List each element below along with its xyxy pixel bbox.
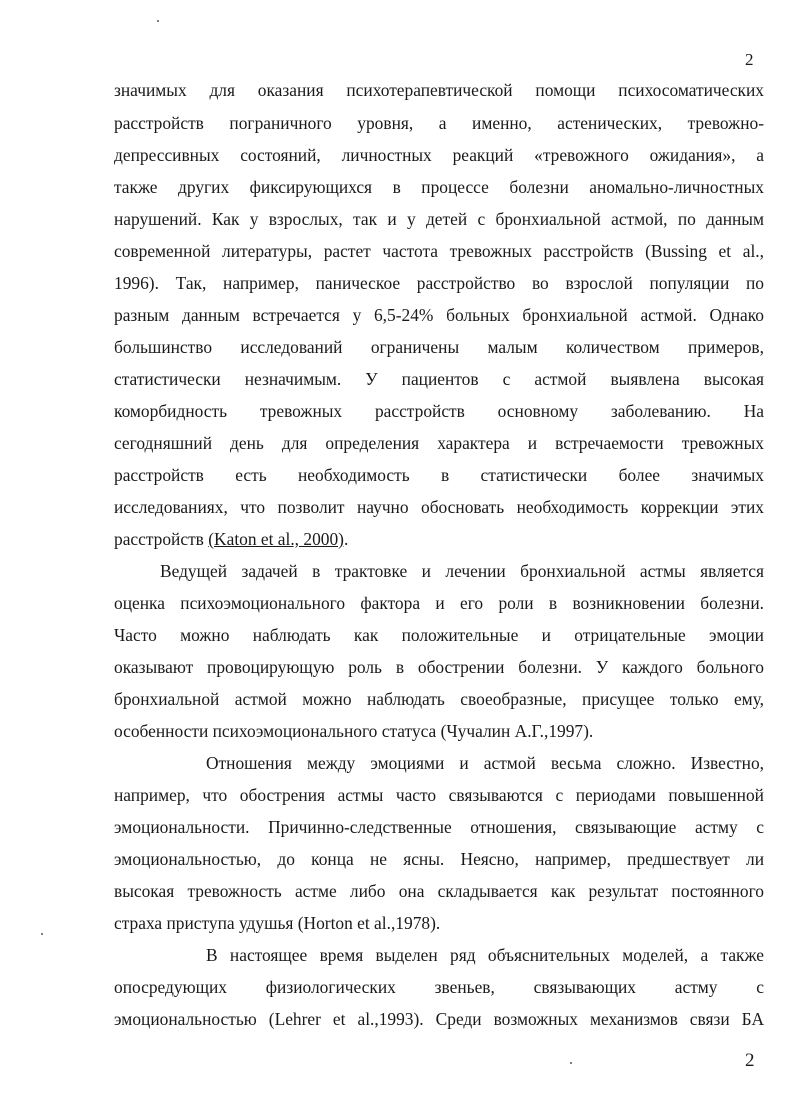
- scan-speck: [157, 20, 159, 22]
- text-line: Отношения между эмоциями и астмой весьма сложно. Известно,: [206, 753, 764, 773]
- text-line: эмоциональности. Причинно-следственные отношения, связывающие астму с: [114, 817, 764, 837]
- scan-speck: [570, 1062, 572, 1064]
- text-line: большинство исследований ограничены малым количеством примеров,: [114, 337, 764, 357]
- text-fragment: .: [343, 529, 349, 549]
- scan-speck: [41, 933, 43, 935]
- text-line: например, что обострения астмы часто связываются с периодами повышенной: [114, 785, 764, 805]
- text-line: бронхиальной астмой можно наблюдать своеобразные, присущее только ему,: [114, 689, 764, 709]
- text-line: оценка психоэмоционального фактора и его роли в возникновении болезни.: [114, 593, 764, 613]
- text-line: современной литературы, растет частота тревожных расстройств (Bussing et al.,: [114, 241, 764, 261]
- text-line: также других фиксирующихся в процессе болезни аномально-личностных: [114, 177, 764, 197]
- text-line: сегодняшний день для определения характера и встречаемости тревожных: [114, 433, 764, 453]
- text-line: депрессивных состояний, личностных реакций «тревожного ожидания», а: [114, 145, 764, 165]
- text-line: исследованиях, что позволит научно обосновать необходимость коррекции этих: [114, 497, 764, 517]
- text-line: 1996). Так, например, паническое расстройство во взрослой популяции по: [114, 273, 764, 293]
- text-line: Ведущей задачей в трактовке и лечении бронхиальной астмы является: [160, 561, 764, 581]
- text-line: статистически незначимым. У пациентов с астмой выявлена высокая: [114, 369, 764, 389]
- citation-link[interactable]: (Katon et al., 2000): [208, 529, 344, 549]
- text-line: нарушений. Как у взрослых, так и у детей с бронхиальной астмой, по данным: [114, 209, 764, 229]
- page-number-top: 2: [745, 50, 754, 69]
- page-number-bottom: 2: [745, 1050, 755, 1071]
- text-line: разным данным встречается у 6,5-24% больных бронхиальной астмой. Однако: [114, 305, 764, 325]
- text-line: [114, 528, 764, 550]
- text-line: эмоциональностью, до конца не ясны. Неясно, например, предшествует ли: [114, 849, 764, 869]
- text-line: эмоциональностью (Lehrer et al.,1993). Среди возможных механизмов связи БА: [114, 1009, 764, 1029]
- text-line: коморбидность тревожных расстройств основному заболеванию. На: [114, 401, 764, 421]
- text-fragment: расстройств: [114, 529, 209, 549]
- text-line: особенности психоэмоционального статуса (Чучалин А.Г.,1997).: [114, 721, 594, 741]
- text-line: расстройств пограничного уровня, а именно, астенических, тревожно-: [114, 113, 764, 133]
- text-line: опосредующих физиологических звеньев, связывающих астму с: [114, 977, 764, 997]
- text-line: значимых для оказания психотерапевтической помощи психосоматических: [114, 80, 764, 100]
- text-line: Часто можно наблюдать как положительные и отрицательные эмоции: [114, 625, 764, 645]
- text-line: высокая тревожность астме либо она складывается как результат постоянного: [114, 881, 764, 901]
- text-line: В настоящее время выделен ряд объяснительных моделей, а также: [206, 945, 764, 965]
- text-line: оказывают провоцирующую роль в обострении болезни. У каждого больного: [114, 657, 764, 677]
- text-line: расстройств есть необходимость в статистически более значимых: [114, 465, 764, 485]
- text-line: страха приступа удушья (Horton et al.,1978).: [114, 913, 441, 933]
